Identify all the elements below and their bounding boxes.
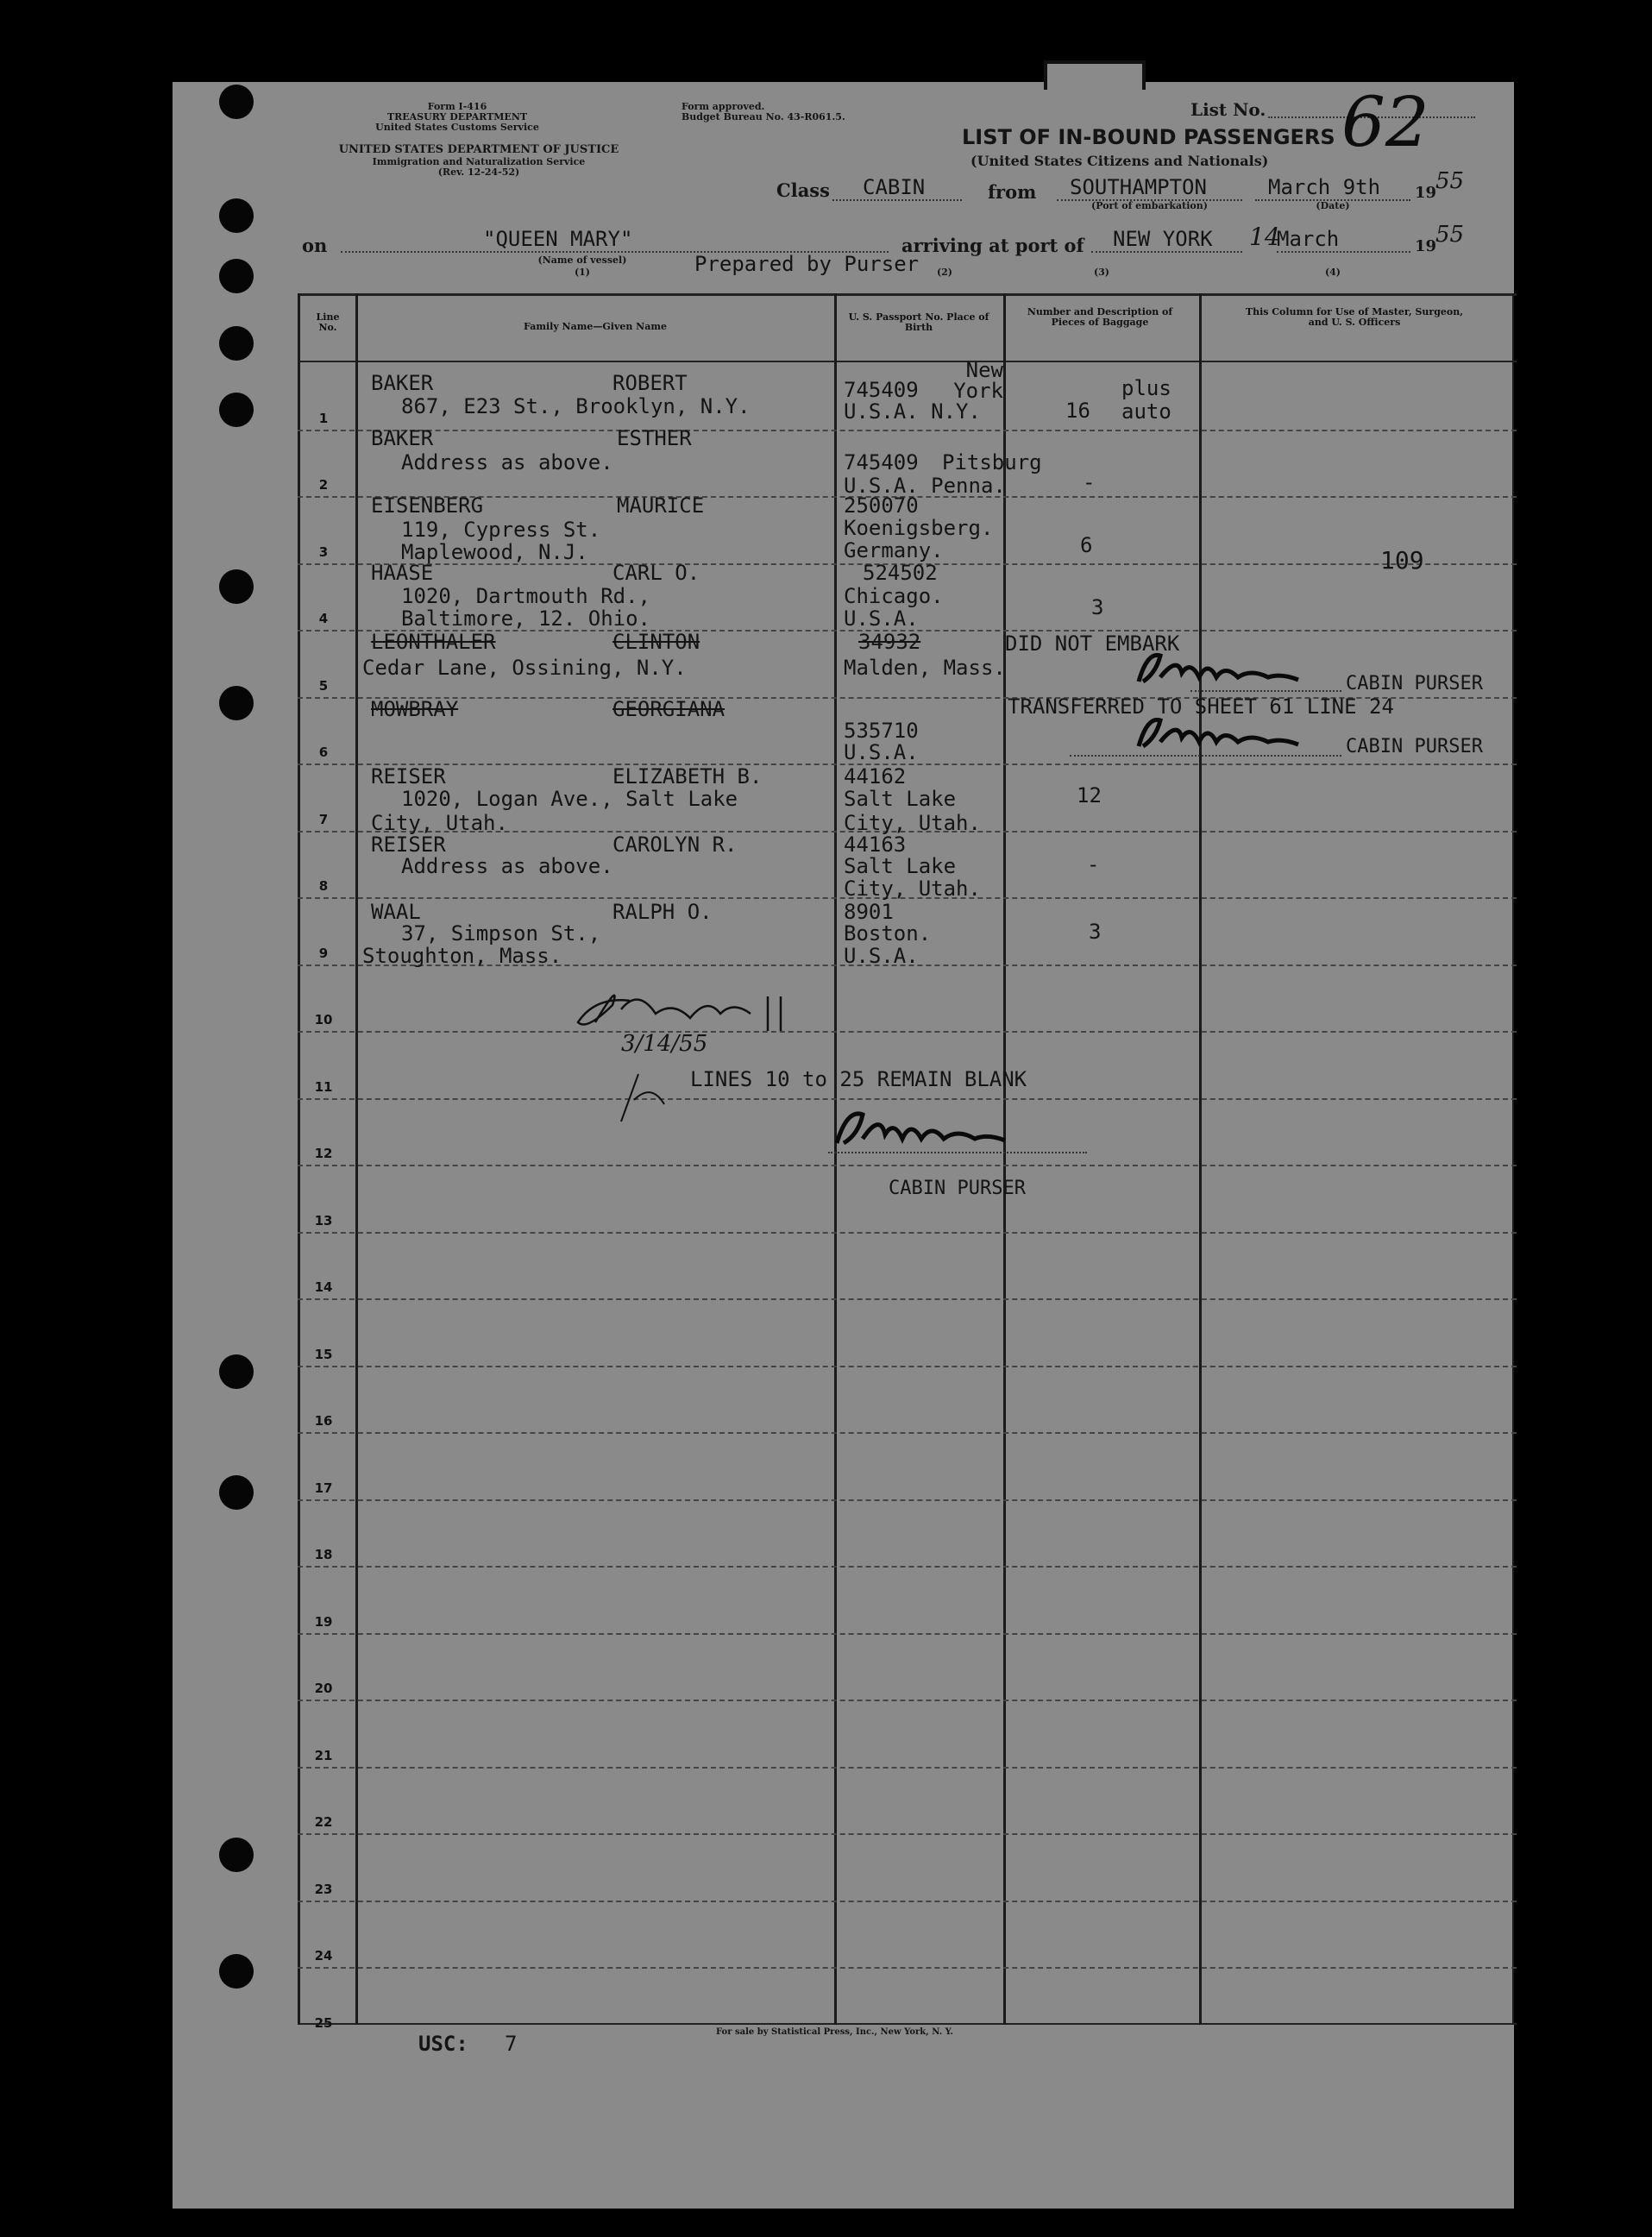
row-1-passport: 745409 [844,378,919,402]
vessel-caption: (Name of vessel) [537,254,627,266]
line-number: 24 [314,1948,333,1964]
row-divider [298,1967,1517,1970]
row-4-family: HAASE [371,561,434,585]
row-2-birth2: U.S.A. Penna. [844,474,1006,498]
row-7-passport: 44162 [844,764,907,789]
row-5-address: Cedar Lane, Ossining, N.Y. [362,656,687,680]
line-number: 22 [314,1814,333,1830]
list-number: 62 [1341,82,1429,162]
line-number: 8 [318,878,329,894]
embark-year: 55 [1435,168,1465,194]
arrival-day: 14 [1249,223,1280,251]
purser-signature-2 [1130,712,1303,755]
row-2-passport: 745409 [844,450,919,474]
col-baggage: Number and Description of Pieces of Baggage [1027,306,1173,328]
row-6-family: MOWBRAY [371,697,459,721]
row-4-address: 1020, Dartmouth Rd., [401,584,650,608]
row-3-address: 119, Cypress St. [401,518,601,542]
line-number: 4 [318,611,329,626]
line-number: 23 [314,1882,333,1897]
vessel-name: "QUEEN MARY" [341,227,889,253]
row-7-given: ELIZABETH B. [612,764,763,789]
line-number: 10 [314,1012,333,1027]
line-number: 7 [318,812,329,827]
doj-name: UNITED STATES DEPARTMENT OF JUSTICE [338,143,619,156]
row-5-passport: 34932 [858,630,921,654]
caption-2: (2) [936,267,953,278]
line-number: 25 [314,2015,333,2031]
purser-dots-1 [1190,690,1341,692]
row-1-address: 867, E23 St., Brooklyn, N.Y. [401,394,751,418]
purser-signature-1 [1130,647,1303,690]
inspector-signature [569,971,845,1143]
row-3-birth2: Germany. [844,538,944,562]
binder-hole [219,85,254,119]
row-3-given: MAURICE [617,493,705,518]
arrival-year: 55 [1435,222,1465,248]
embark-date: March 9th [1255,175,1410,201]
line-number: 17 [314,1480,333,1496]
treasury-dept: TREASURY DEPARTMENT [386,111,528,123]
row-divider [298,1633,1517,1636]
binder-hole [219,686,254,720]
row-3-address2: Maplewood, N.J. [401,540,588,564]
row-8-baggage: - [1087,852,1100,877]
purser-remark-1: CABIN PURSER [1346,673,1483,694]
row-5-birth: Malden, Mass. [844,656,1006,680]
port-embark-caption: (Port of embarkation) [1091,200,1208,211]
form-number: Form I-416 [427,101,487,112]
row-3-baggage: 6 [1080,533,1093,557]
row-9-given: RALPH O. [612,900,713,924]
line-number: 5 [318,678,329,694]
customs-service: United States Customs Service [375,122,539,133]
printer-credit: For sale by Statistical Press, Inc., New York, N. Y. [716,2027,953,2037]
class-label: Class [776,179,830,201]
row-4-passport: 524502 [863,561,938,585]
caption-4: (4) [1324,267,1341,278]
row-4-birth: Chicago. [844,584,944,608]
col-passport: U. S. Passport No. Place of Birth [848,311,989,333]
row-7-baggage: 12 [1077,783,1102,807]
arrival-port: NEW YORK [1091,227,1242,253]
on-label: on [302,235,328,256]
row-2-baggage: - [1083,470,1096,494]
usc-label: USC: [418,2032,468,2056]
row-8-given: CAROLYN R. [612,833,738,857]
row-2-family: BAKER [371,426,434,450]
row-2-given: ESTHER [617,426,692,450]
line-number: 13 [314,1213,333,1228]
arrival-month: March [1277,227,1410,253]
line-number: 9 [318,946,329,961]
line-number: 12 [314,1146,333,1161]
purser-dots-3 [828,1152,1087,1153]
row-divider [298,1098,1517,1101]
col-name: Family Name—Given Name [524,321,667,332]
ins-name: Immigration and Naturalization Service [372,156,586,167]
arrival-year-prefix: 19 [1415,237,1437,255]
caption-3: (3) [1093,267,1110,278]
budget-bureau: Budget Bureau No. 43-R061.5. [682,111,845,123]
line-number: 14 [314,1279,333,1295]
binder-hole [219,1354,254,1389]
row-9-baggage: 3 [1089,920,1102,944]
row-9-birth2: U.S.A. [844,944,919,968]
row-divider [298,1165,1517,1167]
binder-hole [219,198,254,233]
binder-hole [219,259,254,293]
list-no-label: List No. [1190,99,1266,120]
row-8-birth: Salt Lake [844,854,957,878]
line-number: 16 [314,1413,333,1429]
officer-mark: 109 [1380,546,1424,575]
purser-dots-2 [1070,755,1341,757]
binder-hole [219,1475,254,1510]
row-divider [298,1432,1517,1435]
row-8-passport: 44163 [844,833,907,857]
line-number: 21 [314,1748,333,1763]
row-divider [298,1901,1517,1903]
row-1-given: ROBERT [612,371,688,395]
row-6-passport: 535710 [844,719,919,743]
row-7-family: REISER [371,764,446,789]
document-subtitle: (United States Citizens and Nationals) [970,153,1269,169]
row-9-address2: Stoughton, Mass. [362,944,562,968]
row-7-birth: Salt Lake [844,787,957,811]
did-not-embark: DID NOT EMBARK [1005,632,1180,656]
row-5-family: LEONTHALER [371,630,496,654]
binder-hole [219,393,254,427]
revision: (Rev. 12-24-52) [437,167,520,178]
row-7-address2: City, Utah. [371,811,508,835]
line-number: 2 [318,477,329,493]
row-divider [298,430,1517,432]
purser-signature-3 [828,1104,1009,1156]
transferred-remark: TRANSFERRED TO SHEET 61 LINE 24 [1008,694,1394,719]
row-3-passport: 250070 [844,493,919,518]
row-1-family: BAKER [371,371,434,395]
class-value: CABIN [832,175,962,201]
col-officers: This Column for Use of Master, Surgeon, and U. S. Officers [1245,306,1464,328]
line-number: 15 [314,1347,333,1362]
purser-title: CABIN PURSER [889,1178,1026,1199]
row-8-family: REISER [371,833,446,857]
row-2-address: Address as above. [401,450,613,474]
row-4-address2: Baltimore, 12. Ohio. [401,606,650,631]
row-4-birth2: U.S.A. [844,606,919,631]
row-divider [298,1031,1517,1034]
row-6-given: GEORGIANA [612,697,725,721]
row-3-birth: Koenigsberg. [844,516,994,540]
binder-hole [219,1954,254,1989]
row-divider [298,1366,1517,1368]
document-title: LIST OF IN-BOUND PASSENGERS [962,125,1335,149]
row-divider [298,1566,1517,1568]
row-1-baggage: 16 [1065,399,1090,423]
row-divider [298,1499,1517,1502]
year-prefix: 19 [1415,184,1437,202]
prepared-by: Prepared by Purser [694,252,920,276]
row-divider [298,1232,1517,1235]
line-number: 11 [314,1079,333,1095]
usc-value: 7 [505,2032,518,2056]
line-number: 3 [318,544,329,560]
line-number: 19 [314,1614,333,1630]
purser-remark-2: CABIN PURSER [1346,736,1483,757]
row-9-passport: 8901 [844,900,894,924]
line-number: 18 [314,1547,333,1562]
line-number: 20 [314,1681,333,1696]
row-7-birth2: City, Utah. [844,811,981,835]
inspector-date: 3/14/55 [621,1031,708,1057]
row-divider [298,1700,1517,1702]
row-1-birth2: U.S.A. N.Y. [844,399,981,424]
row-4-baggage: 3 [1091,595,1104,619]
port-of-embarkation: SOUTHAMPTON [1057,175,1242,201]
row-9-family: WAAL [371,900,421,924]
row-divider [298,1298,1517,1301]
row-3-family: EISENBERG [371,493,484,518]
row-8-address: Address as above. [401,854,613,878]
row-2-birth: Pitsburg [942,450,1042,474]
row-1-baggage-note: plus auto [1121,376,1171,424]
lines-blank-note: LINES 10 to 25 REMAIN BLANK [690,1067,1027,1091]
row-9-address: 37, Simpson St., [401,921,601,946]
binder-hole [219,326,254,361]
caption-1: (1) [574,267,591,278]
row-7-address: 1020, Logan Ave., Salt Lake [401,787,738,811]
page-tab [1044,60,1146,90]
binder-hole [219,569,254,604]
binder-hole [219,1838,254,1872]
row-6-birth: U.S.A. [844,740,919,764]
line-number: 6 [318,745,329,760]
row-8-birth2: City, Utah. [844,877,981,901]
arriving-label: arriving at port of [901,235,1084,256]
form-approved: Form approved. [682,101,765,112]
col-line-no: Line No. [316,311,340,333]
row-divider [298,1833,1517,1836]
line-number: 1 [318,411,329,426]
row-4-given: CARL O. [612,561,700,585]
row-1-birth: New York [953,358,1003,403]
row-divider [298,1767,1517,1769]
from-label: from [988,181,1037,203]
row-5-given: CLINTON [612,630,700,654]
date-caption: (Date) [1316,200,1350,211]
row-9-birth: Boston. [844,921,932,946]
